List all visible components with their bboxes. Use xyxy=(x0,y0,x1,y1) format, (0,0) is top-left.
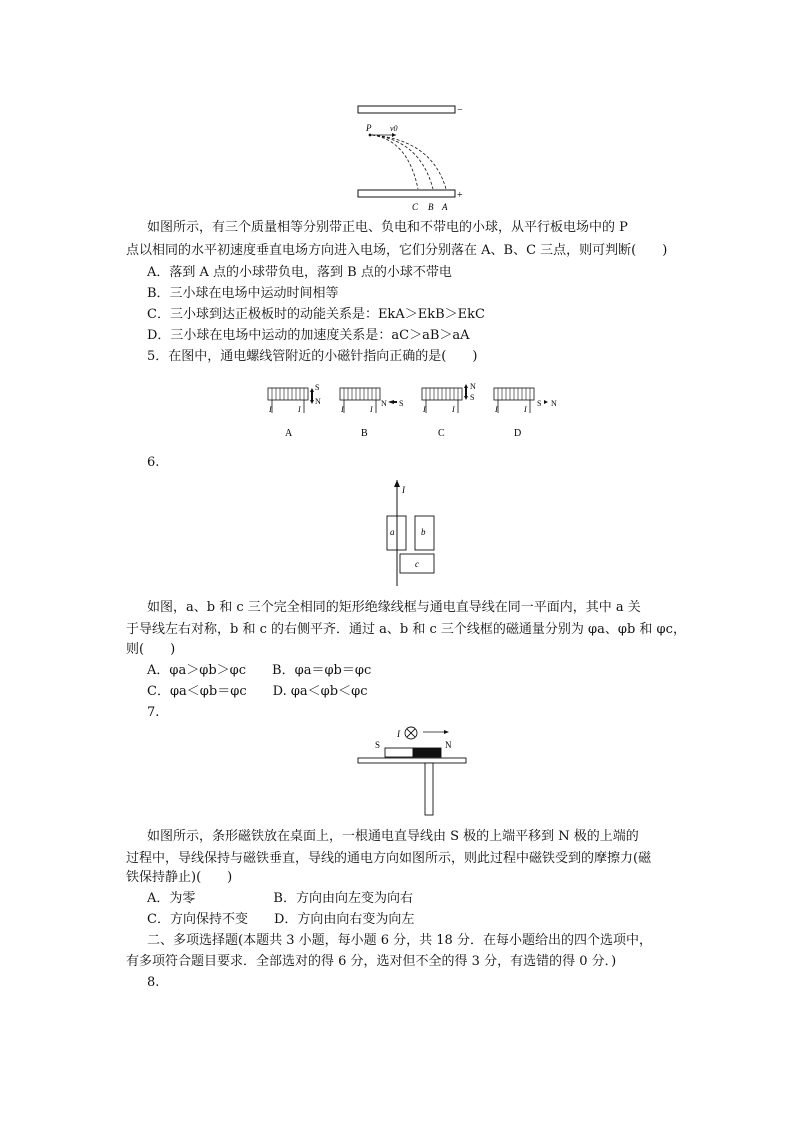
label-c: C xyxy=(412,202,419,212)
negative-plate xyxy=(358,106,455,113)
q7-options-cd: C．方向保持不变 D．方向由向右变为向左 xyxy=(147,912,415,927)
parallel-plate-figure xyxy=(350,100,470,215)
svg-text:c: c xyxy=(415,559,419,569)
magnet-n-label: N xyxy=(445,740,452,750)
label-a: A xyxy=(442,202,448,212)
q5-stem: 5．在图中，通电螺线管附近的小磁针指向正确的是( ) xyxy=(147,349,478,364)
q6-stem-line1: 如图，a、b 和 c 三个完全相同的矩形绝缘线框与通电直导线在同一平面内，其中 a 关 xyxy=(147,600,641,615)
q7-stem-line1: 如图所示，条形磁铁放在桌面上，一根通电直导线由 S 极的上端平移到 N 极的上端的 xyxy=(147,829,639,844)
q6-stem-line2: 于导线左右对称，b 和 c 的右侧平齐．通过 a、b 和 c 三个线框的磁通量分别为 φa、φb 和 φc， xyxy=(126,622,686,637)
solenoid-b xyxy=(340,388,403,414)
q4-stem-line2: 点以相同的水平初速度垂直电场方向进入电场，它们分别落在 A、B、C 三点，则可判断( ) xyxy=(126,243,668,258)
bar-magnet-figure xyxy=(355,720,470,818)
solenoid-figure xyxy=(260,380,560,442)
q4-option-b: B．三小球在电场中运动时间相等 xyxy=(147,286,339,301)
trajectory-b xyxy=(372,135,433,189)
svg-text:I: I xyxy=(269,405,272,414)
svg-text:I: I xyxy=(341,405,344,414)
svg-text:N: N xyxy=(470,382,476,391)
trajectory-c xyxy=(372,135,418,189)
q6-options-ab: A．φa＞φb＞φc B．φa＝φb＝φc xyxy=(147,663,372,678)
svg-text:b: b xyxy=(421,527,426,537)
minus-sign: − xyxy=(457,105,463,116)
solenoid-label-d: D xyxy=(514,428,522,439)
table-top xyxy=(358,758,466,763)
current-label: I xyxy=(402,485,405,495)
current-i-label: I xyxy=(397,729,400,739)
q6-number: 6. xyxy=(147,455,160,470)
label-b: B xyxy=(428,202,434,212)
svg-text:S: S xyxy=(315,383,320,392)
svg-text:I: I xyxy=(452,405,455,414)
svg-text:N: N xyxy=(551,399,557,408)
q7-stem-line2: 过程中，导线保持与磁铁垂直，导线的通电方向如图所示，则此过程中磁铁受到的摩擦力(磁 xyxy=(126,851,652,866)
point-p-label: P xyxy=(366,123,372,133)
svg-text:a: a xyxy=(390,527,395,537)
q8-number: 8. xyxy=(147,975,160,990)
plus-sign: + xyxy=(457,190,463,201)
q4-option-c: C．三小球到达正极板时的动能关系是：EkA＞EkB＞EkC xyxy=(147,307,485,322)
magnet-s-label: S xyxy=(375,740,381,750)
q7-stem-line3: 铁保持静止)( ) xyxy=(126,870,233,885)
svg-text:N: N xyxy=(381,399,387,408)
section2-heading-line2: 有多项符合题目要求．全部选对的得 6 分，选对但不全的得 3 分，有选错的得 0 分．) xyxy=(126,954,617,969)
solenoid-label-b: B xyxy=(361,428,368,439)
svg-text:N: N xyxy=(315,397,321,406)
svg-text:I: I xyxy=(524,405,527,414)
svg-text:S: S xyxy=(399,399,404,408)
wire-loops-figure xyxy=(380,476,446,588)
svg-text:I: I xyxy=(423,405,426,414)
q6-stem-line3: 则( ) xyxy=(126,642,176,657)
q7-options-ab: A．为零 B．方向由向左变为向右 xyxy=(147,891,413,906)
q6-options-cd: C．φa＜φb＝φc D. φa＜φb＜φc xyxy=(147,684,368,699)
svg-text:I: I xyxy=(298,405,301,414)
solenoid-c xyxy=(422,382,476,414)
solenoid-label-c: C xyxy=(438,428,445,439)
solenoid-a xyxy=(268,383,321,414)
q4-option-a: A．落到 A 点的小球带负电，落到 B 点的小球不带电 xyxy=(147,265,452,280)
section2-heading-line1: 二、多项选择题(本题共 3 小题，每小题 6 分，共 18 分．在每小题给出的四个选项中， xyxy=(147,933,652,948)
q4-stem-line1: 如图所示，有三个质量相等分别带正电、负电和不带电的小球，从平行板电场中的 P xyxy=(147,220,628,235)
svg-text:S: S xyxy=(537,399,542,408)
svg-text:I: I xyxy=(370,405,373,414)
current-arrow xyxy=(394,480,400,487)
q7-number: 7. xyxy=(147,705,160,720)
table-leg xyxy=(425,763,433,815)
q4-option-d: D．三小球在电场中运动的加速度关系是：aC＞aB＞aA xyxy=(147,328,470,343)
svg-text:I: I xyxy=(495,405,498,414)
solenoid-label-a: A xyxy=(285,428,293,439)
magnet-s-half xyxy=(385,748,413,757)
v0-label: v0 xyxy=(390,124,398,133)
svg-text:S: S xyxy=(470,393,475,402)
solenoid-d xyxy=(494,388,557,414)
positive-plate xyxy=(358,190,455,197)
magnet-n-half xyxy=(413,748,441,757)
